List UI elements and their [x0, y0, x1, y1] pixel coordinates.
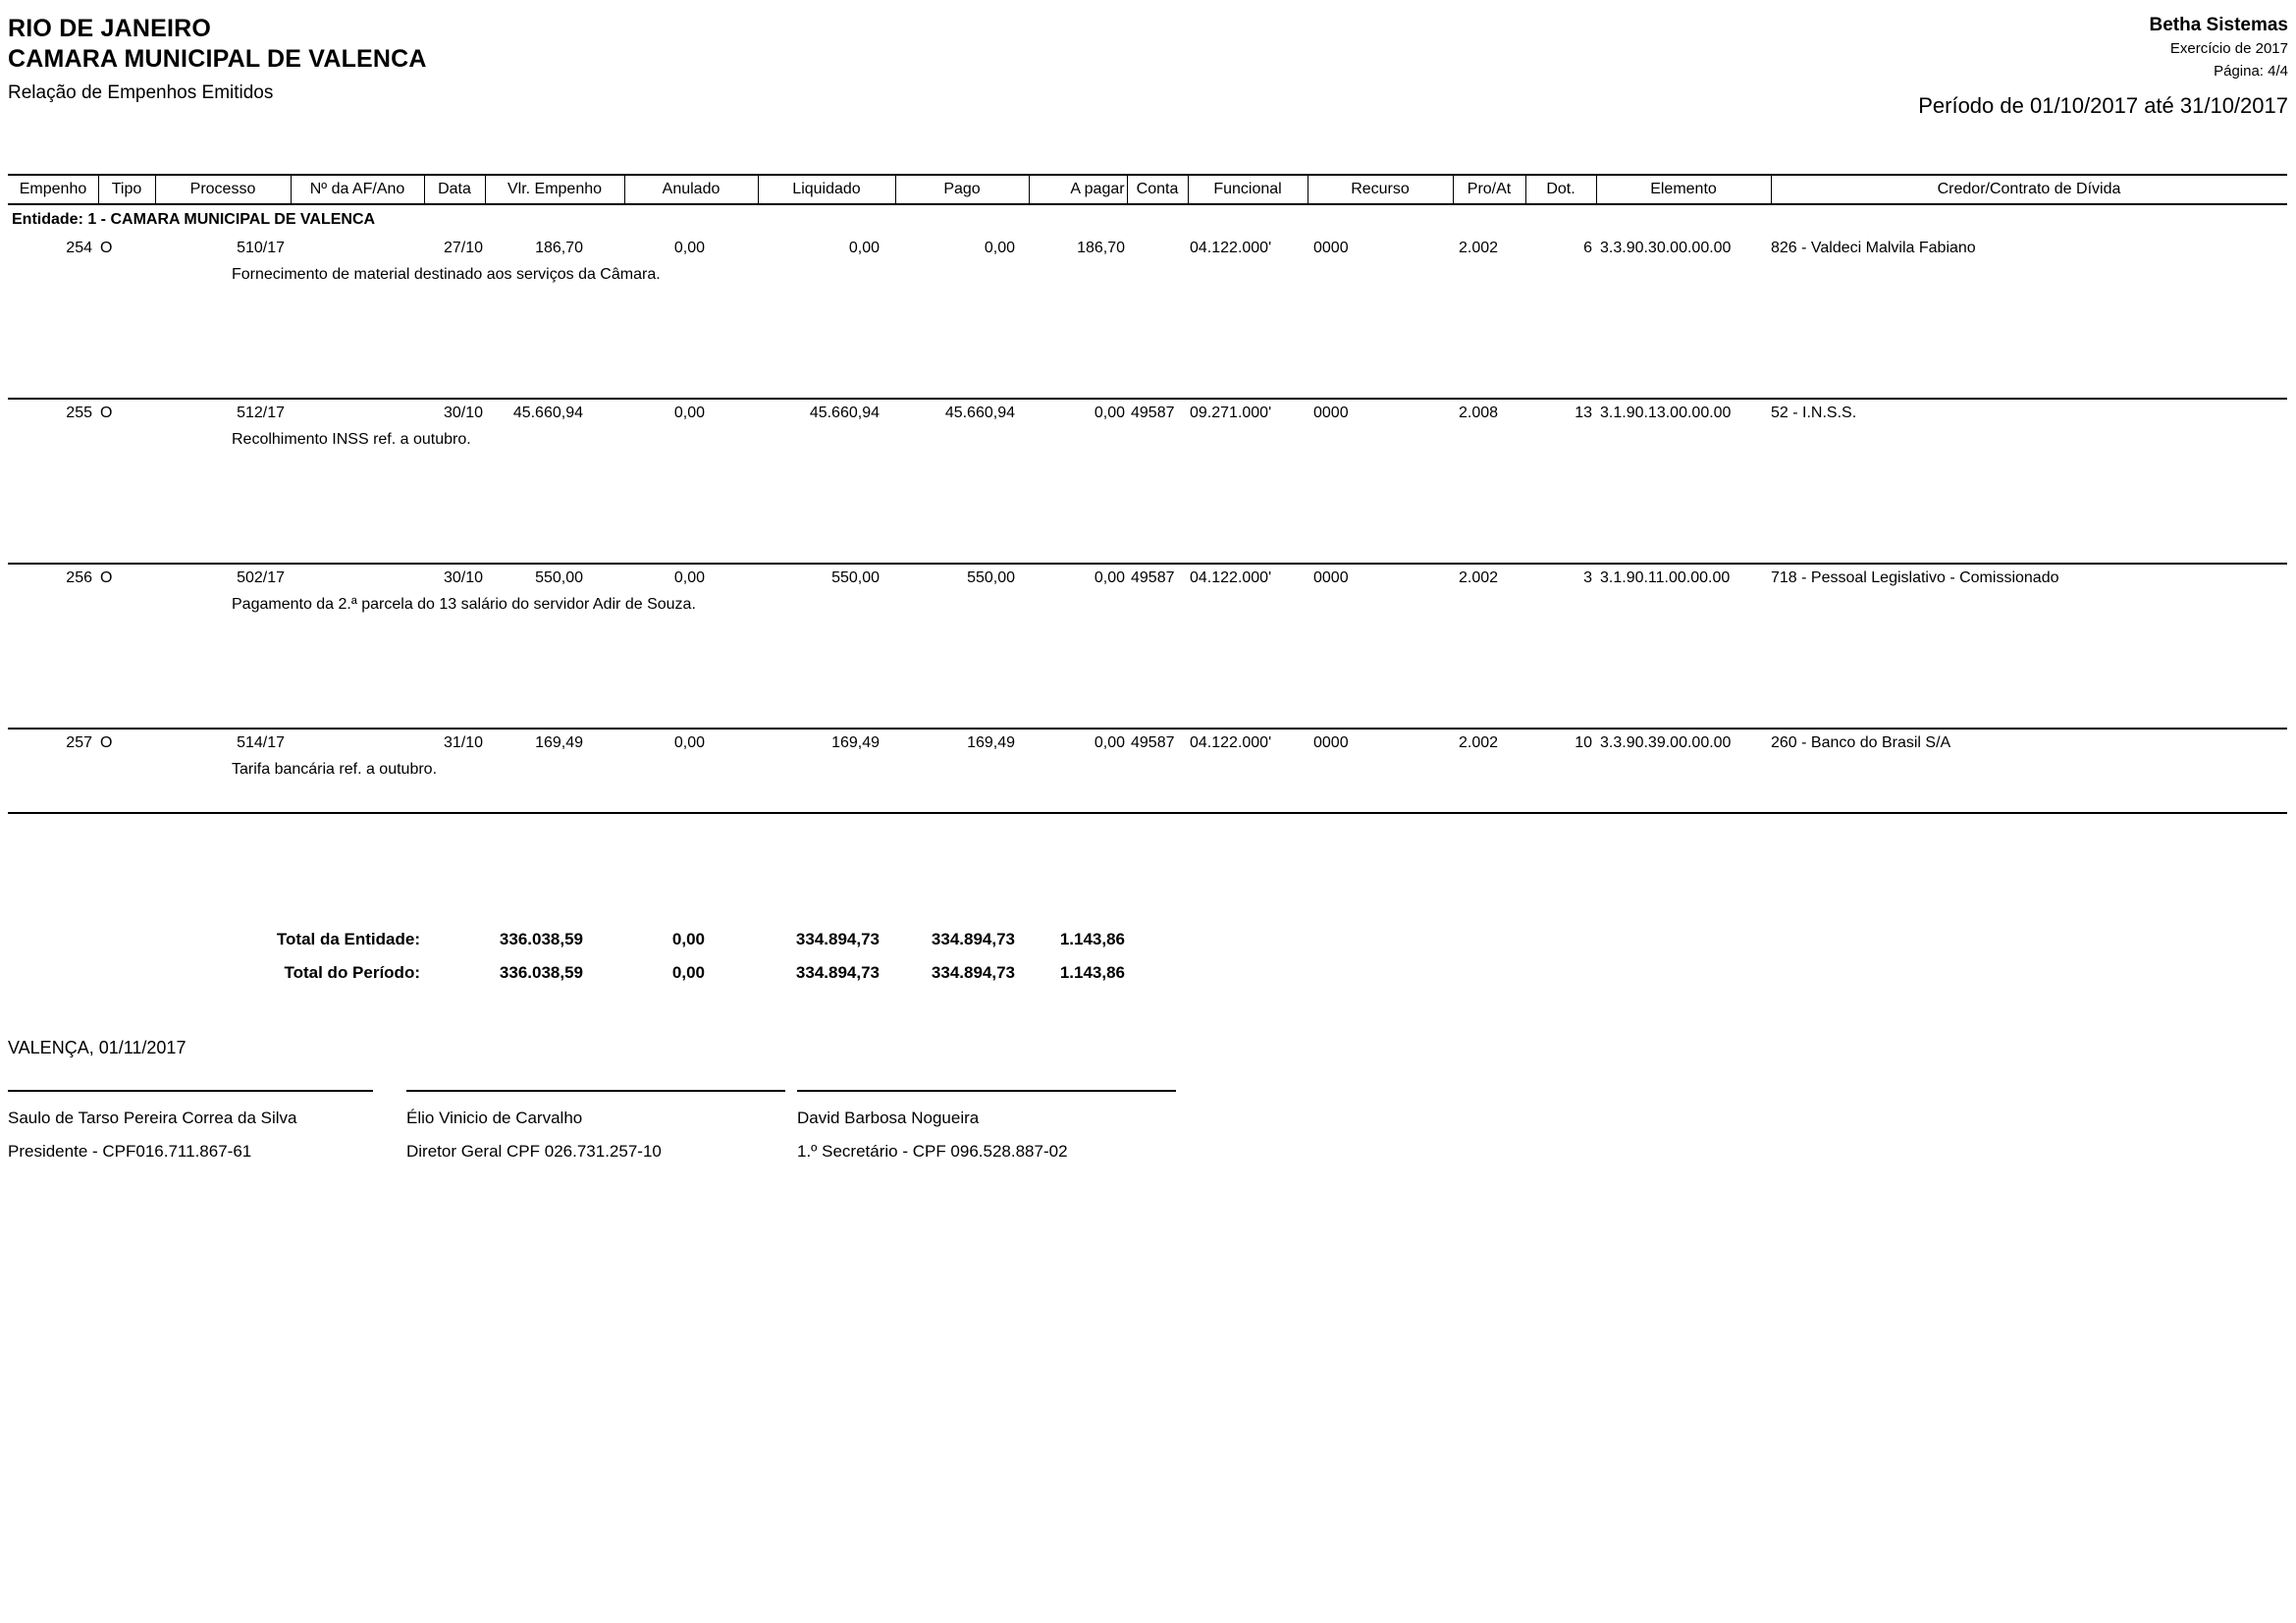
cell-dot: 13 — [1575, 405, 1592, 421]
place-and-date: VALENÇA, 01/11/2017 — [8, 1038, 187, 1057]
cell-anulado: 0,00 — [673, 734, 705, 751]
cell-tipo: O — [100, 569, 113, 586]
cell-processo: 502/17 — [237, 569, 285, 586]
col-conta: Conta — [1136, 181, 1179, 197]
cell-data: 27/10 — [443, 240, 483, 256]
cell-recurso: 0000 — [1313, 569, 1349, 586]
cell-conta: 49587 — [1131, 405, 1175, 421]
cell-empenho: 256 — [66, 569, 92, 586]
cell-a-pagar: 186,70 — [1077, 240, 1125, 256]
cell-empenho: 254 — [66, 240, 92, 256]
cell-pro-at: 2.008 — [1459, 405, 1499, 421]
cell-processo: 514/17 — [237, 734, 285, 751]
cell-pago: 0,00 — [984, 240, 1015, 256]
page-number-label: Página: 4/4 — [2214, 63, 2288, 80]
cell-a-pagar: 0,00 — [1094, 734, 1125, 751]
col-tipo: Tipo — [111, 181, 142, 197]
signature-role: Presidente - CPF016.711.867-61 — [8, 1142, 252, 1161]
exercise-label: Exercício de 2017 — [2169, 40, 2288, 57]
brand-label: Betha Sistemas — [2149, 15, 2288, 35]
empenhos-table — [8, 174, 2287, 814]
cell-elemento: 3.3.90.39.00.00.00 — [1600, 734, 1732, 751]
cell-dot: 10 — [1575, 734, 1592, 751]
cell-vlr-empenho: 186,70 — [535, 240, 583, 256]
cell-tipo: O — [100, 734, 113, 751]
cell-recurso: 0000 — [1313, 734, 1349, 751]
signature-president — [8, 1090, 373, 1163]
cell-descricao: Tarifa bancária ref. a outubro. — [232, 761, 438, 778]
cell-credor: 826 - Valdeci Malvila Fabiano — [1771, 240, 1976, 256]
total-period-liquidado: 334.894,73 — [795, 963, 880, 982]
signature-name: Saulo de Tarso Pereira Correa da Silva — [8, 1109, 297, 1127]
total-period-label: Total do Período: — [284, 963, 420, 982]
cell-pro-at: 2.002 — [1459, 569, 1499, 586]
col-data: Data — [438, 181, 471, 197]
total-entity-row — [8, 923, 1186, 956]
cell-anulado: 0,00 — [673, 569, 705, 586]
table-header-row — [8, 174, 2287, 205]
cell-conta — [1131, 235, 1190, 262]
cell-dot: 6 — [1583, 240, 1592, 256]
cell-credor: 260 - Banco do Brasil S/A — [1771, 734, 1951, 751]
cell-elemento: 3.1.90.11.00.00.00 — [1600, 569, 1731, 586]
col-vlr-empenho: Vlr. Empenho — [507, 181, 603, 197]
totals-block — [8, 923, 1186, 990]
cell-pago: 169,49 — [967, 734, 1015, 751]
cell-elemento: 3.3.90.30.00.00.00 — [1600, 240, 1732, 256]
total-period-vlr-empenho: 336.038,59 — [499, 963, 583, 982]
signature-name: David Barbosa Nogueira — [797, 1109, 980, 1127]
total-entity-label: Total da Entidade: — [276, 930, 420, 948]
cell-liquidado: 169,49 — [831, 734, 880, 751]
total-entity-vlr-empenho: 336.038,59 — [499, 930, 583, 948]
col-empenho: Empenho — [19, 181, 87, 197]
period-label: Período de 01/10/2017 até 31/10/2017 — [1918, 93, 2288, 118]
cell-vlr-empenho: 45.660,94 — [512, 405, 583, 421]
total-period-row — [8, 956, 1186, 990]
cell-data: 30/10 — [443, 569, 483, 586]
cell-a-pagar: 0,00 — [1094, 405, 1125, 421]
header-left-block — [8, 14, 427, 107]
cell-pro-at: 2.002 — [1459, 734, 1499, 751]
table-row[interactable] — [8, 565, 2287, 730]
cell-processo: 512/17 — [237, 405, 285, 421]
cell-recurso: 0000 — [1313, 405, 1349, 421]
cell-vlr-empenho: 169,49 — [535, 734, 583, 751]
col-pago: Pago — [943, 181, 981, 197]
cell-funcional: 09.271.000' — [1190, 405, 1272, 421]
entity-title: CAMARA MUNICIPAL DE VALENCA — [8, 45, 427, 73]
total-period-a-pagar: 1.143,86 — [1059, 963, 1125, 982]
cell-recurso: 0000 — [1313, 240, 1349, 256]
col-funcional: Funcional — [1213, 181, 1282, 197]
cell-conta: 49587 — [1131, 569, 1175, 586]
signature-block — [8, 1090, 1235, 1198]
state-title: RIO DE JANEIRO — [8, 15, 211, 42]
col-pro-at: Pro/At — [1467, 181, 1512, 197]
cell-conta: 49587 — [1131, 734, 1175, 751]
col-liquidado: Liquidado — [792, 181, 861, 197]
signature-role: Diretor Geral CPF 026.731.257-10 — [406, 1142, 662, 1161]
cell-descricao: Pagamento da 2.ª parcela do 13 salário do servidor Adir de Souza. — [232, 596, 696, 613]
cell-descricao: Fornecimento de material destinado aos serviços da Câmara. — [232, 266, 661, 283]
signature-director — [406, 1090, 785, 1163]
col-recurso: Recurso — [1351, 181, 1410, 197]
signature-secretary — [797, 1090, 1176, 1163]
cell-pago: 45.660,94 — [944, 405, 1015, 421]
col-elemento: Elemento — [1650, 181, 1717, 197]
col-credor: Credor/Contrato de Dívida — [1937, 181, 2121, 197]
cell-liquidado: 0,00 — [848, 240, 880, 256]
table-row[interactable] — [8, 730, 2287, 814]
col-dot: Dot. — [1546, 181, 1575, 197]
cell-vlr-empenho: 550,00 — [535, 569, 583, 586]
row-divider — [8, 812, 2287, 814]
cell-credor: 52 - I.N.S.S. — [1771, 405, 1857, 421]
cell-pro-at: 2.002 — [1459, 240, 1499, 256]
cell-descricao: Recolhimento INSS ref. a outubro. — [232, 431, 471, 448]
cell-a-pagar: 0,00 — [1094, 569, 1125, 586]
total-entity-a-pagar: 1.143,86 — [1059, 930, 1125, 948]
header-right-block — [1918, 14, 2288, 121]
cell-data: 31/10 — [443, 734, 483, 751]
col-a-pagar: A pagar — [1070, 181, 1125, 197]
signature-name: Élio Vinicio de Carvalho — [406, 1109, 583, 1127]
cell-dot: 3 — [1583, 569, 1592, 586]
cell-liquidado: 45.660,94 — [809, 405, 880, 421]
cell-anulado: 0,00 — [673, 405, 705, 421]
total-entity-anulado: 0,00 — [671, 930, 705, 948]
cell-elemento: 3.1.90.13.00.00.00 — [1600, 405, 1732, 421]
table-row[interactable] — [8, 235, 2287, 400]
cell-funcional: 04.122.000' — [1190, 569, 1272, 586]
total-entity-pago: 334.894,73 — [931, 930, 1015, 948]
cell-data: 30/10 — [443, 405, 483, 421]
cell-empenho: 255 — [66, 405, 92, 421]
total-entity-liquidado: 334.894,73 — [795, 930, 880, 948]
cell-funcional: 04.122.000' — [1190, 734, 1272, 751]
cell-liquidado: 550,00 — [831, 569, 880, 586]
cell-empenho: 257 — [66, 734, 92, 751]
total-period-anulado: 0,00 — [671, 963, 705, 982]
cell-funcional: 04.122.000' — [1190, 240, 1272, 256]
cell-pago: 550,00 — [967, 569, 1015, 586]
entity-group-label: Entidade: 1 - CAMARA MUNICIPAL DE VALENCA — [12, 211, 376, 228]
col-anulado: Anulado — [662, 181, 721, 197]
report-header — [8, 14, 2288, 151]
col-processo: Processo — [189, 181, 256, 197]
signature-role: 1.º Secretário - CPF 096.528.887-02 — [797, 1142, 1068, 1161]
total-period-pago: 334.894,73 — [931, 963, 1015, 982]
report-title: Relação de Empenhos Emitidos — [8, 82, 274, 103]
cell-credor: 718 - Pessoal Legislativo - Comissionado — [1771, 569, 2059, 586]
cell-processo: 510/17 — [237, 240, 285, 256]
cell-tipo: O — [100, 240, 113, 256]
col-af-ano: Nº da AF/Ano — [309, 181, 405, 197]
table-row[interactable] — [8, 400, 2287, 565]
cell-tipo: O — [100, 405, 113, 421]
cell-anulado: 0,00 — [673, 240, 705, 256]
